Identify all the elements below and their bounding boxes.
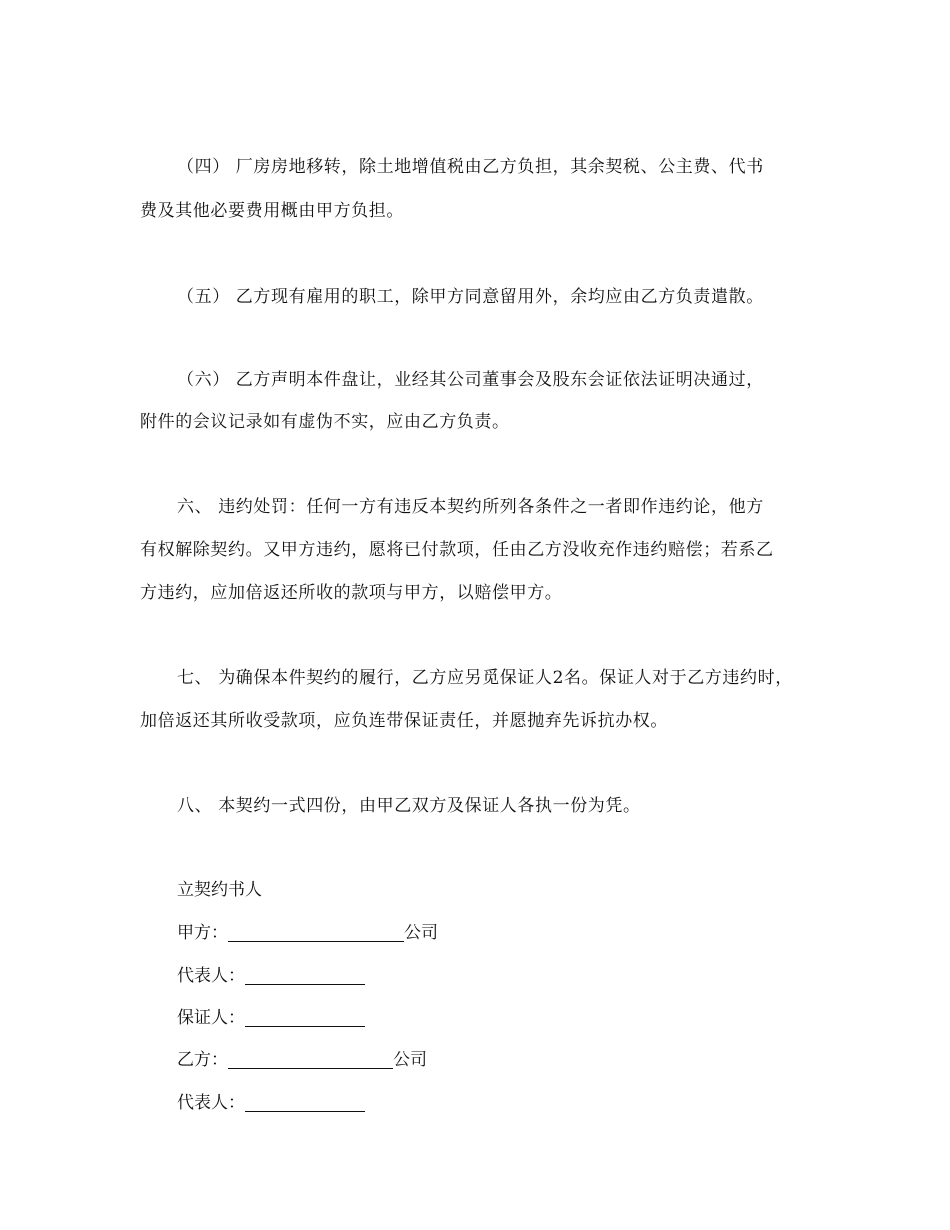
section-8-line-1: 八、 本契约一式四份，由甲乙双方及保证人各执一份为凭。	[177, 796, 641, 816]
rep-b-label: 代表人：	[177, 1093, 245, 1113]
party-a-blank-line[interactable]	[228, 923, 404, 942]
section-7-line-1: 七、 为确保本件契约的履行，乙方应另觅保证人2名。保证人对于乙方违约时，	[177, 668, 793, 688]
party-b-suffix: 公司	[393, 1050, 427, 1070]
party-b-blank-line[interactable]	[228, 1050, 393, 1069]
section-6-line-1: 六、 违约处罚：任何一方有违反本契约所列各条件之一者即作违约论，他方	[177, 497, 764, 517]
rep-a-label: 代表人：	[177, 966, 245, 986]
party-a-row	[177, 921, 438, 945]
rep-b-blank-line[interactable]	[245, 1093, 365, 1112]
rep-b-row	[177, 1091, 365, 1115]
section-7-line-2: 加倍返还其所收受款项，应负连带保证责任，并愿抛弃先诉抗办权。	[140, 711, 668, 731]
clause-4-line-2: 费及其他必要费用概由甲方负担。	[140, 201, 404, 221]
clause-4-line-1: （四） 厂房房地移转，除土地增值税由乙方负担，其余契税、公主费、代书	[177, 157, 764, 177]
rep-a-row	[177, 964, 365, 988]
clause-6-line-2: 附件的会议记录如有虚伪不实，应由乙方负责。	[140, 412, 510, 432]
signature-heading	[177, 878, 262, 902]
clause-6-line-1: （六） 乙方声明本件盘让，业经其公司董事会及股东会证依法证明决通过，	[177, 370, 764, 390]
party-a-suffix: 公司	[404, 923, 438, 943]
party-b-row	[177, 1048, 427, 1072]
guarantor-label: 保证人：	[177, 1008, 245, 1028]
party-b-label: 乙方：	[177, 1050, 228, 1070]
signature-heading-text: 立契约书人	[177, 880, 262, 900]
clause-5-line-1: （五） 乙方现有雇用的职工，除甲方同意留用外，余均应由乙方负责遣散。	[177, 287, 764, 307]
guarantor-row	[177, 1006, 365, 1030]
rep-a-blank-line[interactable]	[245, 966, 365, 985]
guarantor-blank-line[interactable]	[245, 1008, 365, 1027]
section-6-line-3: 方违约，应加倍返还所收的款项与甲方，以赔偿甲方。	[140, 583, 563, 603]
party-a-label: 甲方：	[177, 923, 228, 943]
section-6-line-2: 有权解除契约。又甲方违约，愿将已付款项，任由乙方没收充作违约赔偿；若系乙	[140, 540, 774, 560]
